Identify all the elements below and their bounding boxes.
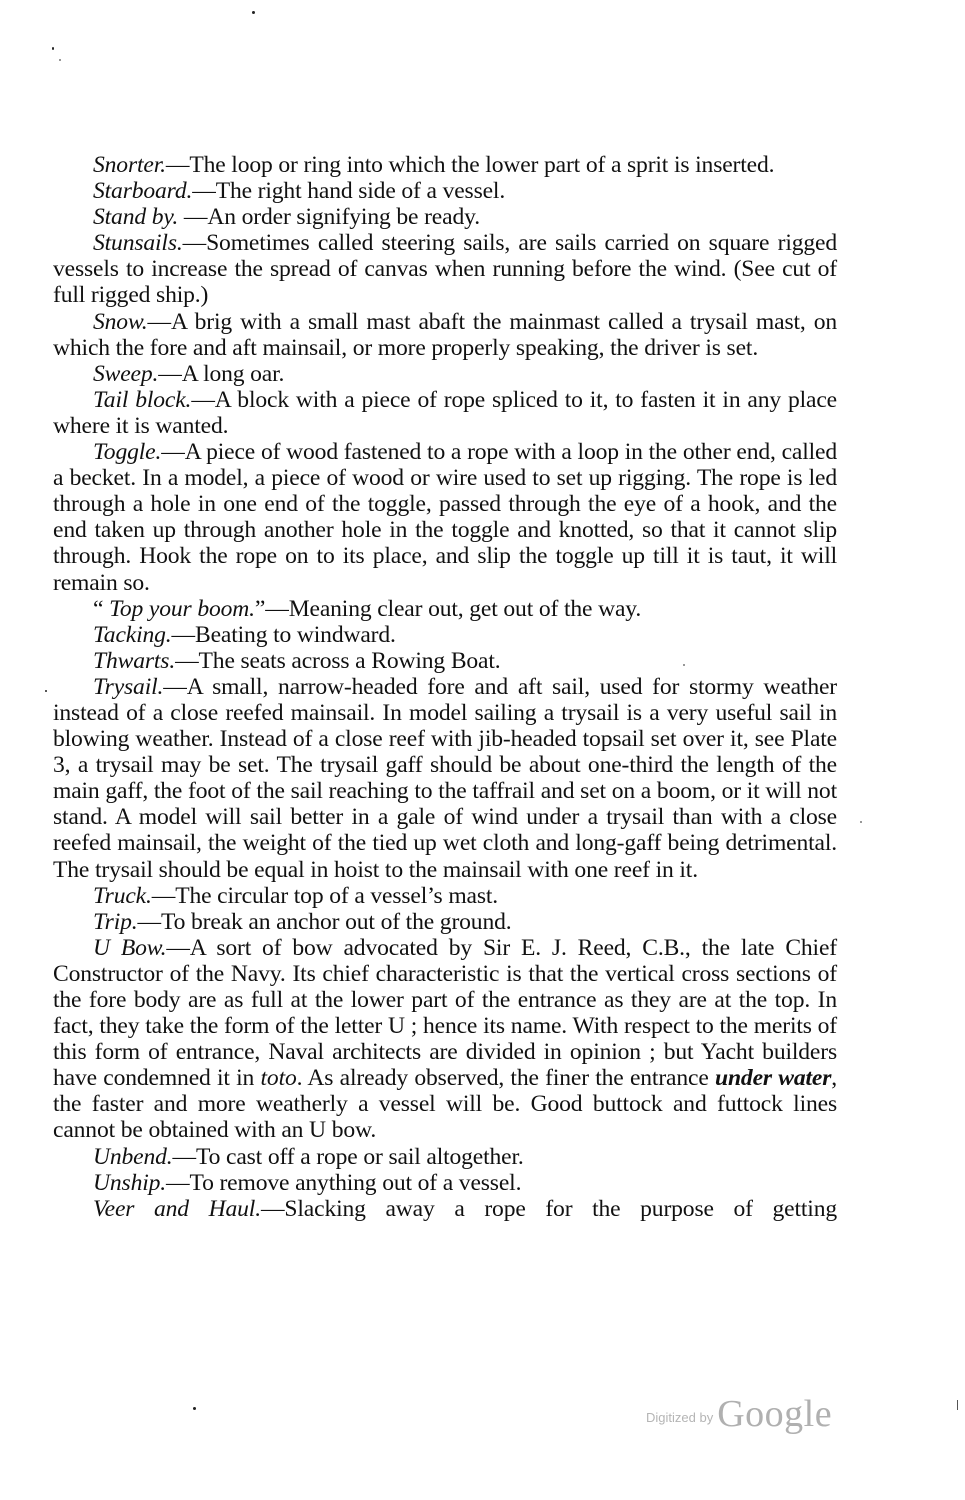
entry-term: Sweep.	[93, 360, 159, 387]
glossary-entry	[53, 1196, 837, 1222]
entry-definition: Sometimes called steering sails, are sails carried on square rigged vessels to increase the spread of canvas when running before the wind. (See cut of full rigged ship.)	[53, 230, 837, 309]
entry-term: Top your boom.	[109, 595, 255, 622]
glossary-entry	[53, 883, 837, 909]
entry-separator: —	[172, 1143, 196, 1170]
scan-speck	[52, 47, 54, 50]
entry-term: Stand by.	[93, 204, 179, 231]
entry-separator: —	[265, 595, 289, 622]
entry-definition: A piece of wood fastened to a rope with a loop in the other end, called a becket. In a model, a piece of wood or wire used to set up rigging. The rope is led through a hole in one end of the toggle, passed through the eye of a hook, and the end taken up through another hole in the toggle and knotted, so that it cannot slip through. Hook the rope on to its place, and slip the toggle up till it is taut, it will remain so.	[53, 439, 837, 596]
entry-separator: —	[192, 178, 216, 205]
entry-term: Starboard.	[93, 178, 193, 205]
scan-edge-mark	[957, 1400, 958, 1410]
entry-term: Snow.	[93, 308, 148, 335]
open-quote: “	[93, 595, 110, 622]
entry-term: Truck.	[93, 882, 152, 909]
glossary-entry	[53, 178, 837, 204]
glossary-entry	[53, 439, 837, 596]
scan-speck	[860, 821, 862, 823]
entry-definition: A long oar.	[181, 360, 285, 387]
glossary-entry	[53, 152, 837, 178]
entry-definition: Beating to windward.	[195, 621, 396, 648]
glossary-entry	[53, 230, 837, 308]
entry-separator: —	[137, 908, 161, 935]
entry-separator: —	[163, 673, 187, 700]
entry-separator: —	[178, 204, 208, 231]
emphasis-under-water: under water	[714, 1065, 832, 1092]
entry-separator: —	[171, 621, 195, 648]
entry-definition: The circular top of a vessel’s mast.	[175, 882, 499, 909]
scan-speck	[45, 690, 47, 692]
glossary-entry	[53, 909, 837, 935]
entry-separator: —	[191, 386, 215, 413]
scan-speck	[59, 59, 61, 61]
glossary-text	[53, 152, 837, 1222]
glossary-entry	[53, 648, 837, 674]
entry-definition: Slacking away a rope for the purpose of getting	[284, 1195, 837, 1222]
entry-definition: Meaning clear out, get out of the way.	[288, 595, 642, 622]
entry-term: Trip.	[93, 908, 138, 935]
entry-term: Unship.	[93, 1169, 167, 1196]
glossary-entry	[53, 387, 837, 439]
scan-speck	[193, 1407, 196, 1410]
digitized-label: Digitized by	[646, 1410, 714, 1425]
entry-separator: —	[165, 152, 190, 178]
entry-definition: A small, narrow-headed fore and aft sail, used for stormy weather instead of a close reefed mainsail. In model sailing a trysail is a very useful sail in blowing weather. Instead of a close reef with jib-headed topsail set over it, see Plate 3, a trysail may be set. The trysail gaff should be about one-third the length of the main gaff, the foot of the sail reaching to the taffrail and set on a boom, or it will not stand. A model will sail better in a gale of wind under a trysail than with a close reefed mainsail, the weight of the tied up wet cloth and long-gaff being detrimental. The trysail should be equal in hoist to the mainsail with one reef in it.	[53, 673, 837, 883]
entry-separator: —	[166, 934, 190, 961]
entry-term: U Bow.	[93, 934, 167, 961]
glossary-entry	[53, 1170, 837, 1196]
entry-separator: —	[161, 439, 185, 466]
entry-term: Stunsails.	[93, 230, 183, 257]
glossary-entry	[53, 935, 837, 1144]
entry-definition: To cast off a rope or sail altogether.	[196, 1143, 524, 1170]
entry-definition: To break an anchor out of the ground.	[160, 908, 512, 935]
entry-definition: To remove anything out of a vessel.	[189, 1169, 522, 1196]
entry-separator: —	[260, 1195, 285, 1222]
glossary-entry	[53, 1144, 837, 1170]
entry-separator: —	[182, 230, 207, 257]
entry-term: Thwarts.	[93, 647, 176, 674]
entry-term: Trysail.	[93, 673, 164, 700]
glossary-entry	[53, 361, 837, 387]
entry-definition: The seats across a Rowing Boat.	[198, 647, 501, 674]
google-logo: Google	[717, 1393, 833, 1435]
entry-separator: —	[175, 647, 199, 674]
glossary-entry	[53, 309, 837, 361]
glossary-entry	[53, 596, 837, 622]
entry-definition-part: . As already observed, the finer the entrance	[296, 1065, 715, 1092]
entry-separator: —	[166, 1169, 190, 1196]
entry-definition: The loop or ring into which the lower part of a sprit is inserted.	[189, 152, 775, 178]
entry-term: Unbend.	[93, 1143, 173, 1170]
entry-separator: —	[158, 360, 182, 387]
entry-term: Tail block.	[93, 386, 192, 413]
entry-definition-part: , the faster and more weatherly a vessel will be. Good buttock and futtock lines cannot be obtained with an U bow.	[53, 1065, 838, 1144]
emphasis-toto: toto	[260, 1065, 297, 1092]
entry-definition-part: A sort of bow advocated by Sir E. J. Reed, C.B., the late Chief Constructor of the Navy. Its chief characteristic is that the vertical cross sections of the fore body are as full at the lower part of the entrance as they are at the top. In fact, they take the form of the letter U ; hence its name. With respect to the merits of this form of entrance, Naval architects are divided in opinion ; but Yacht builders have condemned it in	[53, 934, 837, 1092]
scan-speck	[252, 11, 255, 14]
entry-definition: An order signifying be ready.	[207, 204, 480, 231]
digitized-by-google-watermark	[646, 1392, 832, 1436]
entry-definition: A block with a piece of rope spliced to it, to fasten it in any place where it is wanted.	[53, 386, 837, 439]
entry-definition: The right hand side of a vessel.	[215, 178, 506, 205]
entry-separator: —	[147, 308, 171, 335]
glossary-entry	[53, 204, 837, 230]
entry-definition: A brig with a small mast abaft the mainmast called a trysail mast, on which the fore and aft mainsail, or more properly speaking, the driver is set.	[53, 308, 837, 361]
entry-term: Toggle.	[93, 439, 162, 466]
entry-separator: —	[151, 882, 176, 909]
entry-term: Snorter.	[93, 152, 166, 178]
close-quote: ”	[254, 595, 266, 622]
entry-term: Tacking.	[93, 621, 172, 648]
glossary-entry	[53, 674, 837, 883]
glossary-entry	[53, 622, 837, 648]
entry-term: Veer and Haul.	[93, 1195, 261, 1222]
